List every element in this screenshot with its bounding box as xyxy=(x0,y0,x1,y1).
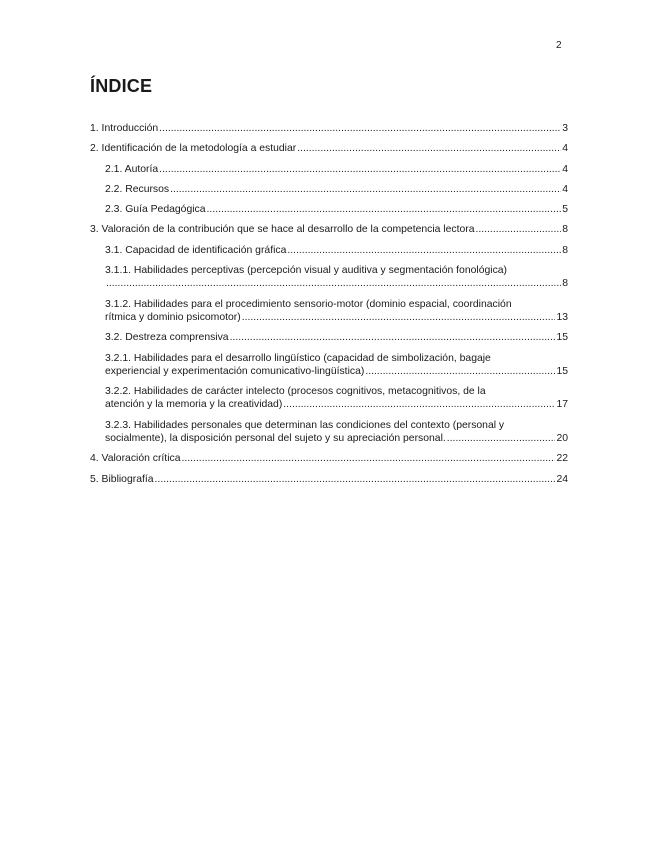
toc-entry-label: 3.1. Capacidad de identificación gráfica xyxy=(105,244,287,256)
toc-entry-page: 4 xyxy=(562,143,568,155)
dot-leader xyxy=(230,331,556,344)
toc-entry-valoracion-contribucion[interactable] xyxy=(90,223,568,236)
toc-entry-page: 13 xyxy=(556,311,568,323)
toc-entry-bibliografia[interactable] xyxy=(90,473,568,486)
toc-entry-label-line2: socialmente), la disposición personal del sujeto y su apreciación personal. xyxy=(105,433,446,445)
dot-leader xyxy=(159,163,561,176)
toc-entry-recursos[interactable] xyxy=(90,183,568,196)
toc-entry-page: 8 xyxy=(562,224,568,236)
toc-entry-caracter-intelecto[interactable] xyxy=(90,385,568,412)
toc-entry-label: 2.2. Recursos xyxy=(105,183,170,195)
toc-entry-label-line2: experiencial y experimentación comunicativo-lingüística) xyxy=(105,365,365,377)
toc-entry-valoracion-critica[interactable] xyxy=(90,452,568,465)
dot-leader xyxy=(297,142,561,155)
dot-leader xyxy=(287,244,561,257)
toc-entry-page: 15 xyxy=(556,332,568,344)
dot-leader xyxy=(283,398,555,411)
toc-entry-identificacion[interactable] xyxy=(90,142,568,155)
toc-entry-page: 3 xyxy=(562,123,568,134)
toc-entry-label: 3. Valoración de la contribución que se hace al desarrollo de la competencia lectora xyxy=(90,224,475,236)
toc-entry-label: 2. Identificación de la metodología a estudiar xyxy=(90,143,297,155)
toc-entry-page: 5 xyxy=(562,204,568,216)
toc-entry-label: 2.1. Autoría xyxy=(105,163,159,175)
toc-entry-label-line1: 3.2.2. Habilidades de carácter intelecto (procesos cognitivos, metacognitivos, de la xyxy=(105,386,486,398)
toc-entry-label-line1: 3.1.2. Habilidades para el procedimiento sensorio-motor (dominio espacial, coordinación xyxy=(105,298,512,310)
toc-entry-page: 15 xyxy=(556,365,568,377)
toc-entry-page: 4 xyxy=(562,183,568,195)
toc-entry-introduccion[interactable] xyxy=(90,122,568,135)
toc-entry-autoria[interactable] xyxy=(90,163,568,176)
toc-entry-guia-pedagogica[interactable] xyxy=(90,203,568,216)
toc-entry-label: 5. Bibliografía xyxy=(90,473,154,485)
dot-leader xyxy=(170,183,561,196)
toc-entry-label-line1: 3.2.1. Habilidades para el desarrollo lingüístico (capacidad de simbolización, bagaje xyxy=(105,352,491,364)
page-title: ÍNDICE xyxy=(90,76,153,96)
dot-leader xyxy=(476,223,562,236)
toc-entry-habilidades-perceptivas[interactable] xyxy=(90,264,568,291)
toc-entry-label: 2.3. Guía Pedagógica xyxy=(105,204,206,216)
toc-entry-page: 8 xyxy=(562,278,568,290)
dot-leader xyxy=(181,452,555,465)
toc-entry-page: 17 xyxy=(556,399,568,411)
toc-entry-label-line2: rítmica y dominio psicomotor) xyxy=(105,311,241,323)
dot-leader xyxy=(106,277,561,290)
toc-entry-page: 4 xyxy=(562,163,568,175)
toc-entry-destreza-comprensiva[interactable] xyxy=(90,331,568,344)
dot-leader xyxy=(159,122,561,135)
toc-entry-label-line1: 3.1.1. Habilidades perceptivas (percepción visual y auditiva y segmentación fonológica) xyxy=(105,265,507,277)
toc-entry-identificacion-grafica[interactable] xyxy=(90,244,568,257)
toc-entry-label: 4. Valoración crítica xyxy=(90,453,181,465)
dot-leader xyxy=(207,203,562,216)
toc-entry-page: 8 xyxy=(562,244,568,256)
toc-entry-page: 24 xyxy=(556,473,568,485)
toc-entry-page: 20 xyxy=(556,433,568,445)
toc-entry-label-line1: 3.2.3. Habilidades personales que determinan las condiciones del contexto (personal y xyxy=(105,419,505,431)
toc-entry-page: 22 xyxy=(556,453,568,465)
page-number: 2 xyxy=(556,40,562,51)
toc-entry-desarrollo-linguistico[interactable] xyxy=(90,352,568,379)
dot-leader xyxy=(155,473,556,486)
toc-entry-label-line2: atención y la memoria y la creatividad) xyxy=(105,399,283,411)
toc-entry-label: 1. Introducción xyxy=(90,123,159,134)
table-of-contents xyxy=(90,122,568,493)
toc-entry-sensorio-motor[interactable] xyxy=(90,298,568,325)
dot-leader xyxy=(447,432,556,445)
dot-leader xyxy=(242,311,556,324)
dot-leader xyxy=(365,365,555,378)
toc-entry-label: 3.2. Destreza comprensiva xyxy=(105,332,229,344)
toc-entry-habilidades-personales[interactable] xyxy=(90,419,568,446)
